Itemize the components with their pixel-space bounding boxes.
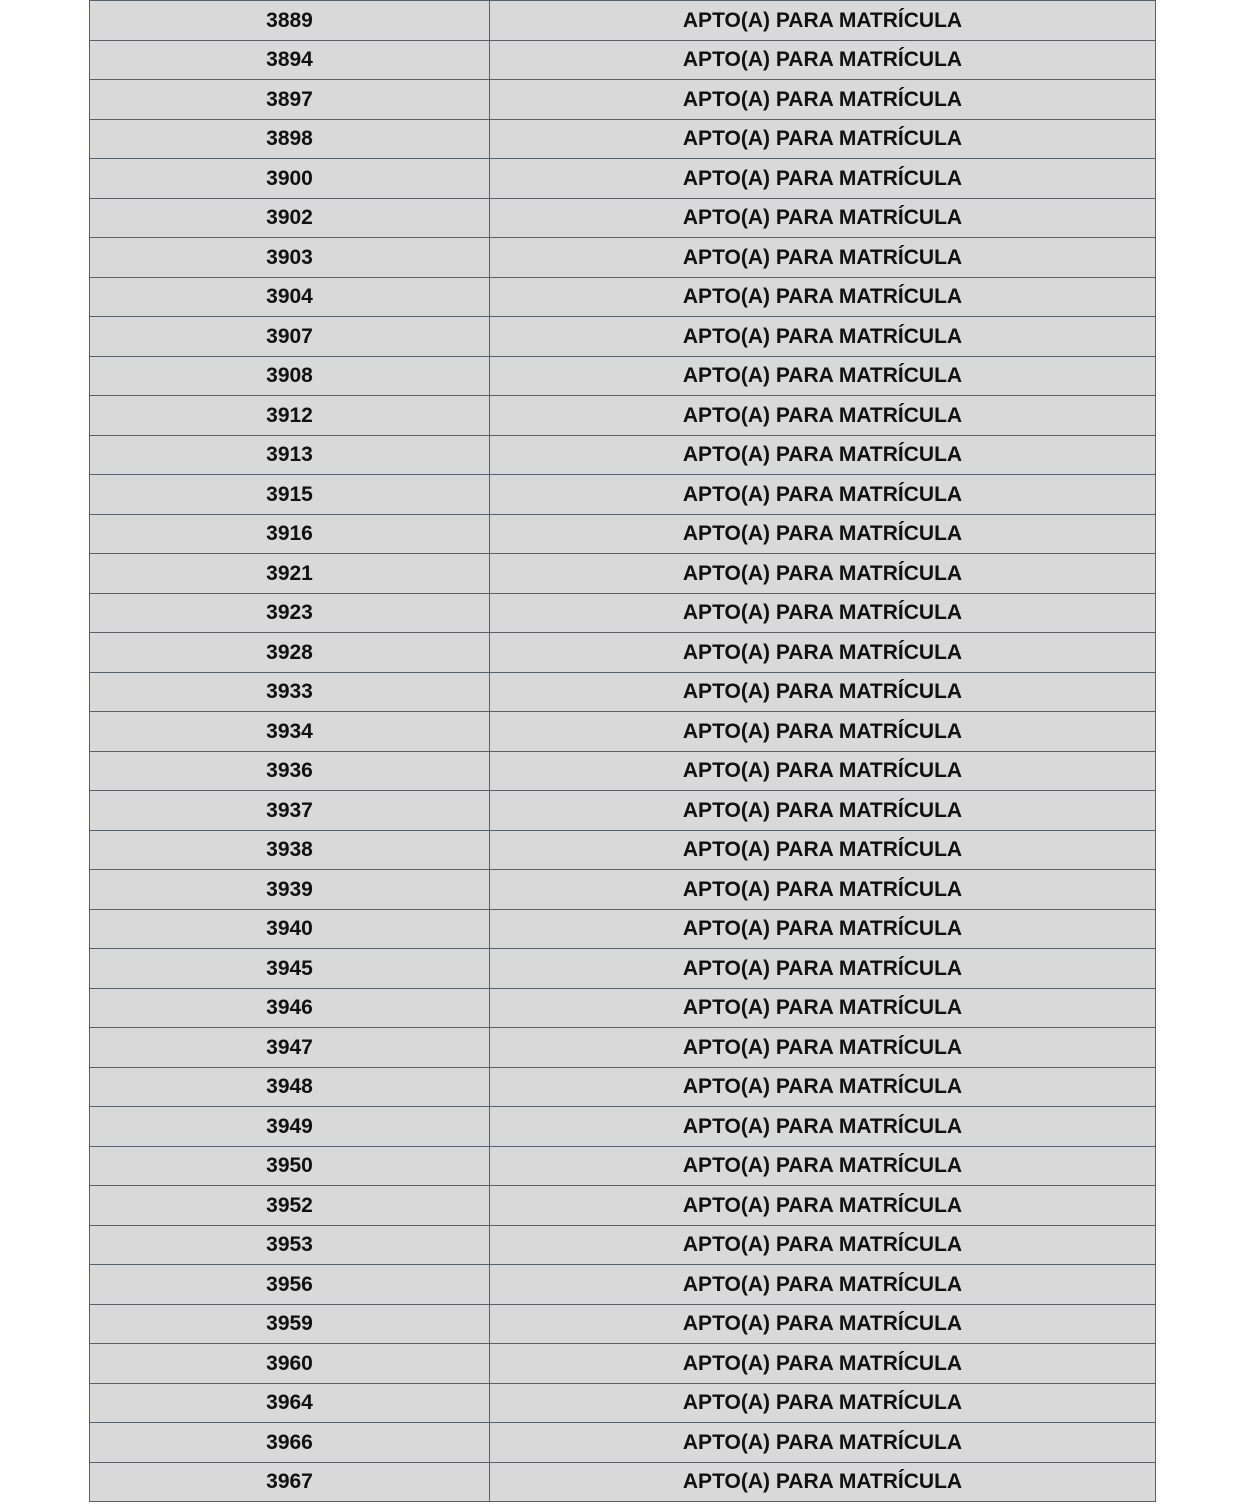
table-row xyxy=(90,1304,1156,1344)
registration-number-cell: 3921 xyxy=(90,554,490,594)
enrollment-status-cell: APTO(A) PARA MATRÍCULA xyxy=(490,1423,1156,1463)
table-row xyxy=(90,870,1156,910)
enrollment-status-cell: APTO(A) PARA MATRÍCULA xyxy=(490,317,1156,357)
registration-number-cell: 3913 xyxy=(90,435,490,475)
enrollment-status-cell: APTO(A) PARA MATRÍCULA xyxy=(490,909,1156,949)
registration-number-cell: 3900 xyxy=(90,159,490,199)
enrollment-status-cell: APTO(A) PARA MATRÍCULA xyxy=(490,1383,1156,1423)
enrollment-status-cell: APTO(A) PARA MATRÍCULA xyxy=(490,1,1156,41)
enrollment-status-cell: APTO(A) PARA MATRÍCULA xyxy=(490,514,1156,554)
enrollment-status-cell: APTO(A) PARA MATRÍCULA xyxy=(490,1225,1156,1265)
table-row xyxy=(90,791,1156,831)
registration-number-cell: 3915 xyxy=(90,475,490,515)
registration-number-cell: 3908 xyxy=(90,356,490,396)
registration-number-cell: 3936 xyxy=(90,751,490,791)
enrollment-status-cell: APTO(A) PARA MATRÍCULA xyxy=(490,672,1156,712)
enrollment-status-cell: APTO(A) PARA MATRÍCULA xyxy=(490,1462,1156,1502)
registration-number-cell: 3912 xyxy=(90,396,490,436)
enrollment-status-cell: APTO(A) PARA MATRÍCULA xyxy=(490,277,1156,317)
registration-number-cell: 3897 xyxy=(90,80,490,120)
registration-number-cell: 3945 xyxy=(90,949,490,989)
registration-number-cell: 3940 xyxy=(90,909,490,949)
table-row xyxy=(90,672,1156,712)
enrollment-status-cell: APTO(A) PARA MATRÍCULA xyxy=(490,435,1156,475)
table-row xyxy=(90,1265,1156,1305)
registration-number-cell: 3952 xyxy=(90,1186,490,1226)
registration-number-cell: 3964 xyxy=(90,1383,490,1423)
enrollment-status-cell: APTO(A) PARA MATRÍCULA xyxy=(490,830,1156,870)
registration-number-cell: 3956 xyxy=(90,1265,490,1305)
registration-number-cell: 3939 xyxy=(90,870,490,910)
table-row xyxy=(90,1383,1156,1423)
registration-number-cell: 3937 xyxy=(90,791,490,831)
table-row xyxy=(90,1146,1156,1186)
registration-number-cell: 3902 xyxy=(90,198,490,238)
table-row xyxy=(90,198,1156,238)
table-row xyxy=(90,396,1156,436)
enrollment-status-cell: APTO(A) PARA MATRÍCULA xyxy=(490,1146,1156,1186)
table-row xyxy=(90,159,1156,199)
table-row xyxy=(90,593,1156,633)
table-row xyxy=(90,1028,1156,1068)
table-row xyxy=(90,751,1156,791)
enrollment-status-cell: APTO(A) PARA MATRÍCULA xyxy=(490,949,1156,989)
table-row xyxy=(90,988,1156,1028)
enrollment-status-cell: APTO(A) PARA MATRÍCULA xyxy=(490,238,1156,278)
table-body xyxy=(90,1,1156,1502)
registration-number-cell: 3938 xyxy=(90,830,490,870)
table-row xyxy=(90,1423,1156,1463)
table-row xyxy=(90,317,1156,357)
table-row xyxy=(90,1462,1156,1502)
enrollment-status-cell: APTO(A) PARA MATRÍCULA xyxy=(490,1186,1156,1226)
table-row xyxy=(90,356,1156,396)
enrollment-status-cell: APTO(A) PARA MATRÍCULA xyxy=(490,159,1156,199)
enrollment-status-cell: APTO(A) PARA MATRÍCULA xyxy=(490,1028,1156,1068)
enrollment-status-cell: APTO(A) PARA MATRÍCULA xyxy=(490,1067,1156,1107)
table-row xyxy=(90,514,1156,554)
enrollment-status-cell: APTO(A) PARA MATRÍCULA xyxy=(490,475,1156,515)
table-row xyxy=(90,1344,1156,1384)
table-row xyxy=(90,1107,1156,1147)
table-row xyxy=(90,1,1156,41)
enrollment-status-cell: APTO(A) PARA MATRÍCULA xyxy=(490,751,1156,791)
table-row xyxy=(90,40,1156,80)
registration-number-cell: 3898 xyxy=(90,119,490,159)
registration-number-cell: 3948 xyxy=(90,1067,490,1107)
enrollment-status-cell: APTO(A) PARA MATRÍCULA xyxy=(490,1304,1156,1344)
table-row xyxy=(90,1067,1156,1107)
enrollment-status-cell: APTO(A) PARA MATRÍCULA xyxy=(490,712,1156,752)
enrollment-status-cell: APTO(A) PARA MATRÍCULA xyxy=(490,396,1156,436)
registration-number-cell: 3960 xyxy=(90,1344,490,1384)
registration-number-cell: 3923 xyxy=(90,593,490,633)
enrollment-status-table xyxy=(89,0,1156,1502)
table-row xyxy=(90,1186,1156,1226)
registration-number-cell: 3903 xyxy=(90,238,490,278)
table-row xyxy=(90,554,1156,594)
registration-number-cell: 3894 xyxy=(90,40,490,80)
registration-number-cell: 3934 xyxy=(90,712,490,752)
registration-number-cell: 3959 xyxy=(90,1304,490,1344)
enrollment-status-cell: APTO(A) PARA MATRÍCULA xyxy=(490,198,1156,238)
enrollment-status-cell: APTO(A) PARA MATRÍCULA xyxy=(490,791,1156,831)
enrollment-status-cell: APTO(A) PARA MATRÍCULA xyxy=(490,633,1156,673)
table-row xyxy=(90,238,1156,278)
enrollment-status-cell: APTO(A) PARA MATRÍCULA xyxy=(490,593,1156,633)
table-row xyxy=(90,633,1156,673)
registration-number-cell: 3950 xyxy=(90,1146,490,1186)
registration-number-cell: 3949 xyxy=(90,1107,490,1147)
enrollment-status-cell: APTO(A) PARA MATRÍCULA xyxy=(490,870,1156,910)
registration-number-cell: 3933 xyxy=(90,672,490,712)
registration-number-cell: 3907 xyxy=(90,317,490,357)
enrollment-status-cell: APTO(A) PARA MATRÍCULA xyxy=(490,1265,1156,1305)
table-row xyxy=(90,119,1156,159)
registration-number-cell: 3953 xyxy=(90,1225,490,1265)
enrollment-status-cell: APTO(A) PARA MATRÍCULA xyxy=(490,356,1156,396)
registration-number-cell: 3946 xyxy=(90,988,490,1028)
table-row xyxy=(90,1225,1156,1265)
enrollment-status-cell: APTO(A) PARA MATRÍCULA xyxy=(490,1107,1156,1147)
registration-number-cell: 3916 xyxy=(90,514,490,554)
registration-number-cell: 3966 xyxy=(90,1423,490,1463)
enrollment-status-cell: APTO(A) PARA MATRÍCULA xyxy=(490,119,1156,159)
registration-number-cell: 3928 xyxy=(90,633,490,673)
enrollment-status-cell: APTO(A) PARA MATRÍCULA xyxy=(490,988,1156,1028)
enrollment-status-cell: APTO(A) PARA MATRÍCULA xyxy=(490,80,1156,120)
table-row xyxy=(90,475,1156,515)
table-row xyxy=(90,712,1156,752)
table-row xyxy=(90,277,1156,317)
registration-number-cell: 3947 xyxy=(90,1028,490,1068)
enrollment-status-cell: APTO(A) PARA MATRÍCULA xyxy=(490,554,1156,594)
registration-number-cell: 3967 xyxy=(90,1462,490,1502)
table-row xyxy=(90,830,1156,870)
table-row xyxy=(90,909,1156,949)
registration-number-cell: 3904 xyxy=(90,277,490,317)
table-row xyxy=(90,949,1156,989)
table-row xyxy=(90,80,1156,120)
registration-number-cell: 3889 xyxy=(90,1,490,41)
enrollment-status-cell: APTO(A) PARA MATRÍCULA xyxy=(490,40,1156,80)
table-row xyxy=(90,435,1156,475)
enrollment-status-cell: APTO(A) PARA MATRÍCULA xyxy=(490,1344,1156,1384)
